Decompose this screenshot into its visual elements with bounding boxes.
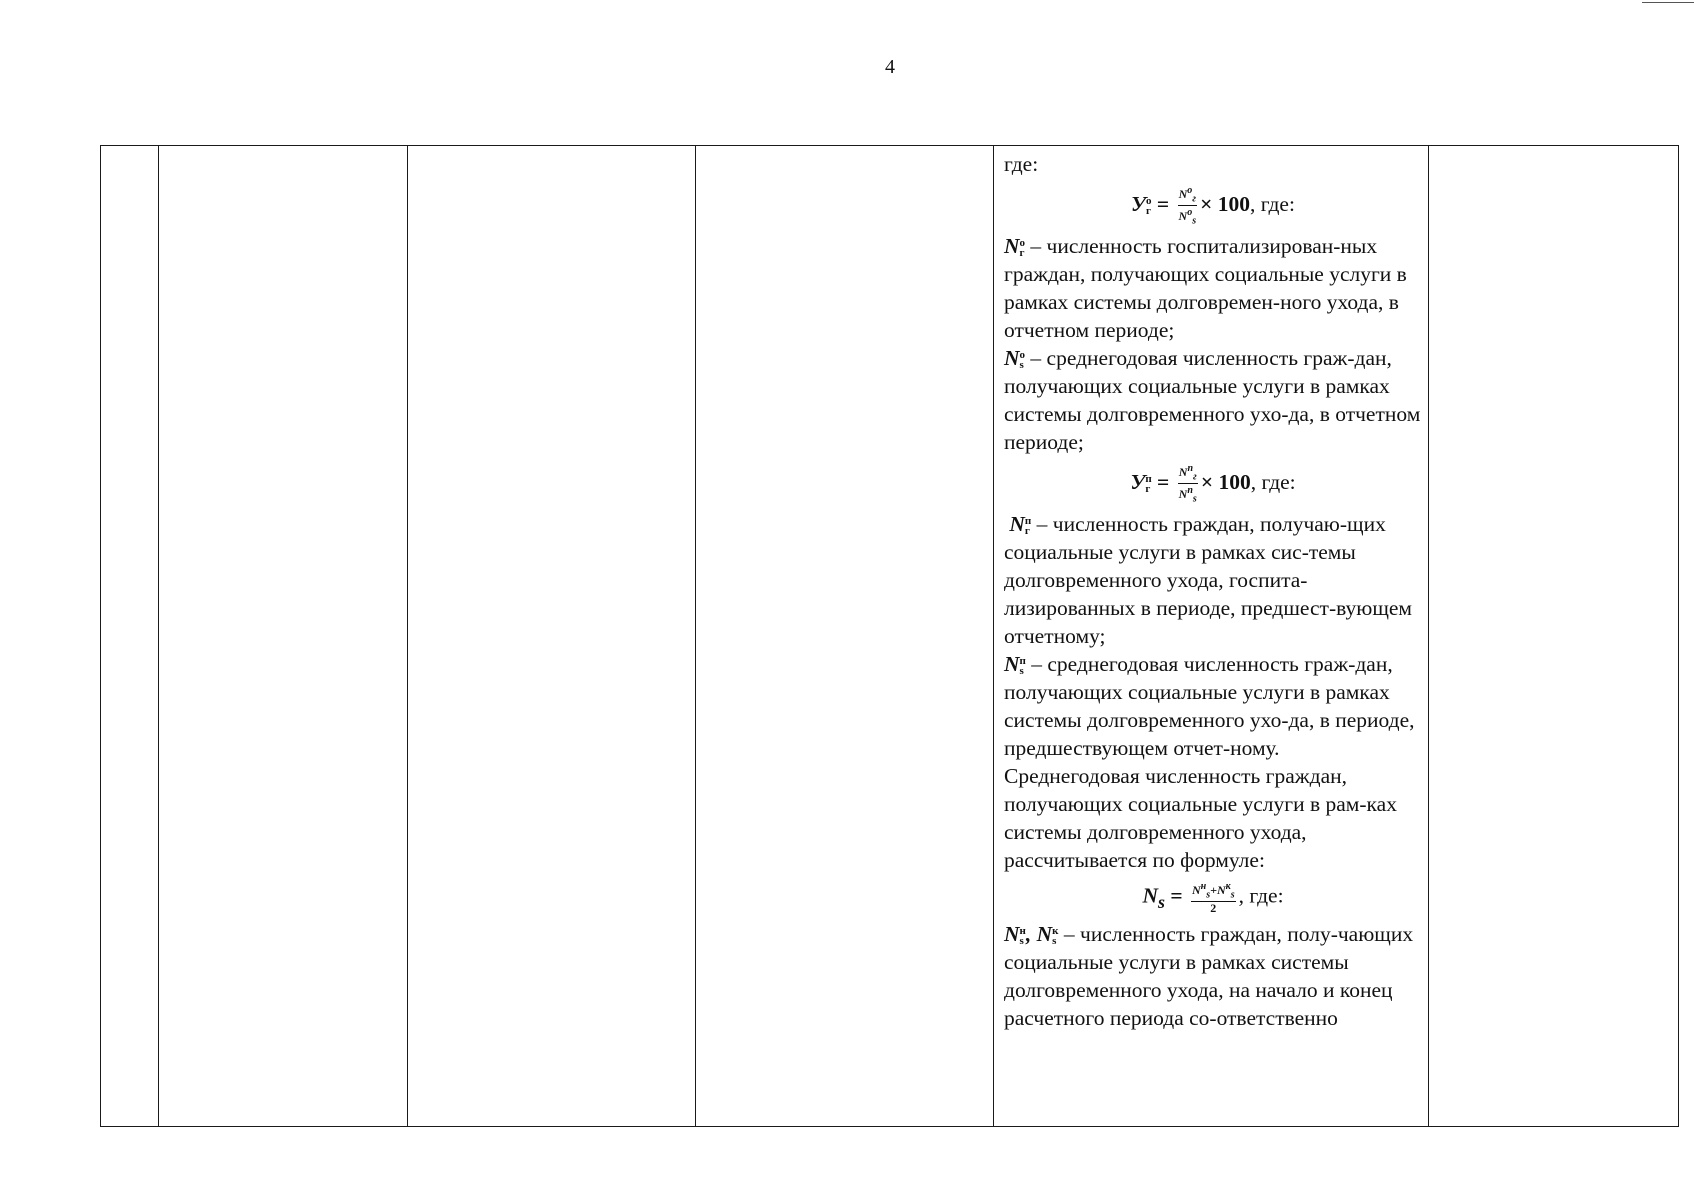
cell-source [1429, 146, 1679, 1127]
where-intro: где: [1004, 152, 1039, 176]
cell-name [159, 146, 408, 1127]
formula-average-count: $N_s$ = $\frac{N^н_s+N^к_s}{2}$ , где: [1142, 880, 1284, 915]
fraction: $\frac{N^п_г}{N^п_s}$ [1178, 462, 1197, 505]
paragraph-average: Среднегодовая численность граждан, получающих социальные услуги в рам-ках системы долговременного ухода, рассчитывается по формуле: [1004, 763, 1397, 872]
document-table [100, 145, 1679, 1127]
cell-basis [696, 146, 994, 1127]
fraction: $\frac{N^н_s+N^к_s}{2}$ [1191, 880, 1235, 915]
definition: N о г – численность госпитализирован-ных граждан, получающих социальные услуги в рамках системы долговремен-ного ухода, в отчетном периоде; [1004, 233, 1407, 342]
cell-number [101, 146, 159, 1127]
page-corner-mark [1642, 2, 1694, 3]
formula-hospitalized-previous: У п г = $\frac{N^п_г}{N^п_s}$ × 100, где: [1130, 462, 1296, 505]
cell-unit [408, 146, 696, 1127]
fraction: $\frac{N^о_г}{N^о_s}$ [1178, 185, 1197, 227]
definition: N п s – среднегодовая численность граж-дан, получающих социальные услуги в рамках системы долговременного ухо-да, в периоде, предшествующем отчет-ному. [1004, 651, 1415, 760]
definition: N о s – среднегодовая численность граж-дан, получающих социальные услуги в рамках системы долговременного ухо-да, в отчетном периоде; [1004, 345, 1421, 454]
formula-hospitalized-current: У о г = $\frac{N^о_г}{N^о_s}$ × 100, где: [1131, 185, 1295, 227]
definition: N н s , N к s – численность граждан, полу-чающих социальные услуги в рамках системы долговременного ухода, на начало и конец расчетного периода со-ответственно [1004, 921, 1414, 1030]
cell-methodology [994, 146, 1429, 1127]
page-number: 4 [885, 56, 895, 78]
definition: N п г – численность граждан, получаю-щих социальные услуги в рамках сис-темы долговременного ухода, госпита-лизированных в периоде, предшест-вующем отчетному; [1004, 511, 1413, 648]
